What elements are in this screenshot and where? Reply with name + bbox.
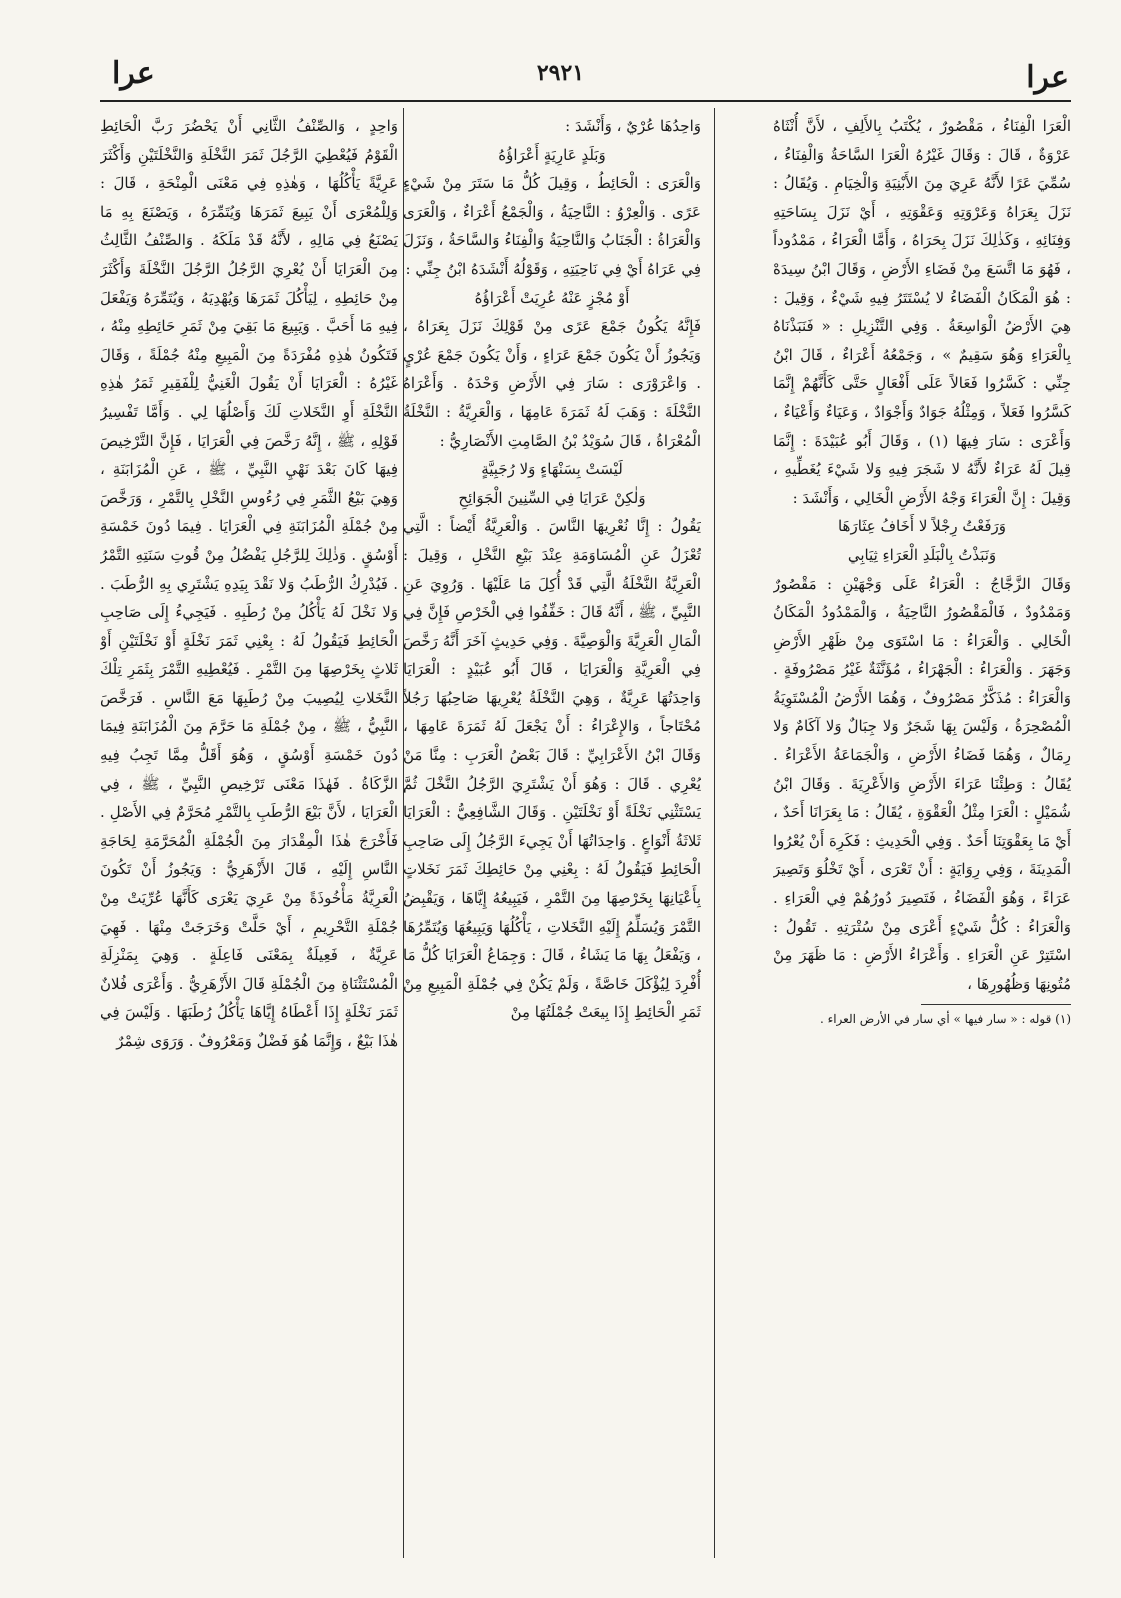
column-text: وَاحِدٍ ، وَالصِّنْفُ الثَّانِي أَنْ يَحْضُرَ رَبَّ الْحَائِطِ الْقَوْمُ فَيُعْطِيَ الرَّجُلَ ثَمَرَ النَّخْلَةِ وَالنَّخْلَتَيْنِ وَأَكْثَرَ عَرِيَّةً يَأْكُلُهَا ، وَهٰذِهِ فِي مَعْنَى الْمِنْحَةِ ، قَالَ : وَلِلْمُعْرَى أَنْ يَبِيعَ ثَمَرَهَا وَيُتَمِّرَهُ ، وَيَصْنَعَ بِهِ مَا يَصْنَعُ فِي مَالِهِ ، لأَنَّهُ قَدْ مَلَكَهُ . وَالصِّنْفُ الثَّالِثُ مِنَ الْعَرَايَا أَنْ يُعْرِيَ الرَّجُلُ الرَّجُلَ النَّخْلَةَ وَأَكْثَرَ مِنْ حَائِطِهِ ، لِيَأْكُلَ ثَمَرَهَا وَيُهْدِيَهُ ، وَيُتَمِّرَهُ وَيَفْعَلَ فِيهِ مَا أَحَبَّ . وَيَبِيعَ مَا بَقِيَ مِنْ ثَمَرِ حَائِطِهِ مِنْهُ ، فَتَكُونُ هٰذِهِ مُفْرَدَةً مِنَ الْمَبِيعِ مِنْهُ جُمْلَةً ، وَقَالَ غَيْرُهُ : الْعَرَايَا أَنْ يَقُولَ الْغَنِيُّ لِلْفَقِيرِ ثَمَرُ هٰذِهِ النَّخْلَةِ أَوِ النَّخَلاتِ لَكَ وَأَصْلُهَا لِي . وَأَمَّا تَفْسِيرُ قَوْلِهِ ، ﷺ ، إِنَّهُ رَخَّصَ فِي الْعَرَايَا ، فَإِنَّ التَّرْخِيصَ فِيهَا كَانَ بَعْدَ نَهْيِ النَّبِيِّ ، ﷺ ، عَنِ الْمُزَابَنَةِ ، وَهِيَ بَيْعُ الثَّمَرِ فِي رُءُوسِ النَّخْلِ بِالتَّمْرِ ، وَرَخَّصَ مِنْ جُمْلَةِ الْمُزَابَنَةِ فِي الْعَرَايَا . فِيمَا دُونَ خَمْسَةِ أَوْسُقٍ . وَذٰلِكَ لِلرَّجُلِ يَفْضُلُ مِنْ قُوتِ سَنَتِهِ التَّمْرُ . فَيُدْرِكُ الرُّطَبُ وَلا نَقْدَ بِيَدِهِ يَشْتَرِي بِهِ الرُّطَبَ . وَلا نَخْلَ لَهُ يَأْكُلُ مِنْ رُطَبِهِ . فَيَجِيءُ إِلَى صَاحِبِ الْحَائِطِ فَيَقُولُ لَهُ : بِعْنِي ثَمَرَ نَخْلَةٍ أَوْ نَخْلَتَيْنِ أَوْ ثَلاثٍ بِخَرْصِهَا مِنَ التَّمْرِ . فَيُعْطِيهِ التَّمْرَ بِثَمَرِ تِلْكَ النَّخَلاتِ لِيُصِيبَ مِنْ رُطَبِهَا مَعَ النَّاسِ . فَرَخَّصَ النَّبِيُّ ، ﷺ ، مِنْ جُمْلَةِ مَا حَرَّمَ مِنَ الْمُزَابَنَةِ فِيمَا دُونَ خَمْسَةِ أَوْسُقٍ ، وَهُوَ أَقَلُّ مِمَّا تَجِبُ فِيهِ الزَّكَاةُ . فَهٰذَا مَعْنَى تَرْخِيصِ النَّبِيِّ ، ﷺ ، فِي الْعَرَايَا ، لأَنَّ بَيْعَ الرُّطَبِ بِالتَّمْرِ مُحَرَّمٌ فِي الأَصْلِ . فَأَخْرَجَ هٰذَا الْمِقْدَارَ مِنَ الْجُمْلَةِ الْمُحَرَّمَةِ لِحَاجَةِ النَّاسِ إِلَيْهِ ، قَالَ الأَزْهَرِيُّ : وَيَجُوزُ أَنْ تَكُونَ الْعَرِيَّةُ مَأْخُوذَةً مِنْ عَرِيَ يَعْرَى كَأَنَّهَا عُرِّيَتْ مِنْ جُمْلَةِ التَّحْرِيمِ ، أَيْ حَلَّتْ وَخَرَجَتْ مِنْهَا . فَهِيَ عَرِيَّةٌ ، فَعِيلَةٌ بِمَعْنَى فَاعِلَةٍ . وَهِيَ بِمَنْزِلَةِ الْمُسْتَثْنَاةِ مِنَ الْجُمْلَةِ قَالَ الأَزْهَرِيُّ . وَأَعْرَى فُلانٌ ثَمَرَ نَخْلَةٍ إِذَا أَعْطَاهُ إِيَّاهَا يَأْكُلُ رُطَبَهَا . وَلَيْسَ فِي هٰذَا بَيْعٌ ، وَإِنَّمَا هُوَ فَضْلٌ وَمَعْرُوفٌ . وَرَوَى شِمْرٌ: [100, 117, 398, 1050]
footnote-rule: [921, 1004, 1071, 1005]
verse-line: أَوْ مُجْزٍ عَنْهُ عُرِيَتْ أَعْرَاؤُهُ: [474, 288, 630, 307]
page-number: ٢٩٢١: [536, 60, 585, 86]
column-right: [773, 112, 1071, 1552]
verse-line: وَلٰكِنْ عَرَايَا فِي السِّنِينَ الْجَوَائِحِ: [458, 488, 646, 507]
verse-line: وَنَبَذْتُ بِالْبَلَدِ الْعَرَاءِ ثِيَابِي: [847, 545, 997, 564]
header-rule: [100, 100, 1071, 102]
column-separator: [714, 108, 715, 1558]
column-middle: [403, 112, 701, 1564]
column-text: وَالْعَرَى : الْحَائِطُ ، وَقِيلَ كُلُّ مَا سَتَرَ مِنْ شَيْءٍ عَرًى . وَالْعِرْوُ : النَّاحِيَةُ ، وَالْجَمْعُ أَعْرَاءٌ ، وَالْعَرَى وَالْعَرَاةُ : الْجَنَابُ وَالنَّاحِيَةُ وَالْفِنَاءُ وَالسَّاحَةُ ، وَنَزَلَ فِي عَرَاهُ أَيْ فِي نَاحِيَتِهِ ، وَقَوْلُهُ أَنْشَدَهُ ابْنُ جِنِّي :: [403, 174, 701, 278]
column-left: [100, 112, 398, 1564]
verse-line: لَيْسَتْ بِسَنْهَاءٍ وَلا رُجَبِيَّةٍ: [481, 460, 623, 479]
column-text: يَقُولُ : إِنَّا نُعْرِيهَا النَّاسَ . وَالْعَرِيَّةُ أَيْضاً : الَّتِي تُعْزَلُ عَنِ الْمُسَاوَمَةِ عِنْدَ بَيْعِ النَّخْلِ ، وَقِيلَ : الْعَرِيَّةُ النَّخْلَةُ الَّتِي قَدْ أُكِلَ مَا عَلَيْهَا . وَرُوِيَ عَنِ النَّبِيِّ ، ﷺ ، أَنَّهُ قَالَ : خَفِّفُوا فِي الْخَرْصِ فَإِنَّ فِي الْمَالِ الْعَرِيَّةَ وَالْوَصِيَّةَ . وَفِي حَدِيثٍ آخَرَ أَنَّهُ رَخَّصَ فِي الْعَرِيَّةِ وَالْعَرَايَا ، قَالَ أَبُو عُبَيْدٍ : الْعَرَايَا وَاحِدَتُهَا عَرِيَّةٌ ، وَهِيَ النَّخْلَةُ يُعْرِيهَا صَاحِبُهَا رَجُلاً مُحْتَاجاً ، وَالإِعْرَاءُ : أَنْ يَجْعَلَ لَهُ ثَمَرَةَ عَامِهَا ، وَقَالَ ابْنُ الأَعْرَابِيِّ : قَالَ بَعْضُ الْعَرَبِ : مِنَّا مَنْ يُعْرِي . قَالَ : وَهُوَ أَنْ يَشْتَرِيَ الرَّجُلُ النَّخْلَ ثُمَّ يَسْتَثْنِي نَخْلَةً أَوْ نَخْلَتَيْنِ . وَقَالَ الشَّافِعِيُّ : الْعَرَايَا ثَلاثَةُ أَنْوَاعٍ . وَاحِدَاتُهَا أَنْ يَجِيءَ الرَّجُلُ إِلَى صَاحِبِ الْحَائِطِ فَيَقُولُ لَهُ : بِعْنِي مِنْ حَائِطِكَ ثَمَرَ نَخَلاتٍ بِأَعْيَانِهَا بِخَرْصِهَا مِنَ التَّمْرِ ، فَيَبِيعُهُ إِيَّاهَا ، وَيَقْبِضُ التَّمْرَ وَيُسَلِّمُ إِلَيْهِ النَّخَلاتِ ، يَأْكُلُهَا وَيَبِيعُهَا وَيُتَمِّرُهَا ، وَيَفْعَلُ بِهَا مَا يَشَاءُ ، قَالَ : وَجِمَاعُ الْعَرَايَا كُلُّ مَا أُفْرِدَ لِيُؤْكَلَ خَاصَّةً ، وَلَمْ يَكُنْ فِي جُمْلَةِ الْمَبِيعِ مِنْ ثَمَرِ الْحَائِطِ إِذَا بِيعَتْ جُمْلَتُهَا مِنْ: [403, 517, 701, 1022]
verse-line: وَبَلَدٍ عَارِيَةٍ أَعْرَاؤُهُ: [498, 145, 606, 164]
column-text: وَاحِدُهَا عُرْيٌ ، وَأَنْشَدَ :: [565, 117, 701, 135]
header-right-word: عرا: [1026, 60, 1069, 95]
footnote: (١) قوله : « سار فيها » أي سار في الأرض العراء .: [819, 1012, 1071, 1027]
column-text: وَقَالَ الزَّجَّاجُ : الْعَرَاءُ عَلَى وَجْهَيْنِ : مَقْصُورٌ وَمَمْدُودٌ ، فَالْمَقْصُورُ النَّاحِيَةُ ، وَالْمَمْدُودُ الْمَكَانُ الْخَالِي . وَالْعَرَاءُ : مَا اسْتَوَى مِنْ ظَهْرِ الأَرْضِ وَجَهَرَ . وَالْعَرَاءُ : الْجَهْرَاءُ ، مُؤَنَّثَةٌ غَيْرُ مَصْرُوفَةٍ . وَالْعَرَاءُ : مُذَكَّرٌ مَصْرُوفٌ ، وَهُمَا الأَرْضُ الْمُسْتَوِيَةُ الْمُصْحِرَةُ ، وَلَيْسَ بِهَا شَجَرٌ وَلا جِبَالٌ وَلا آكَامٌ وَلا رِمَالٌ ، وَهُمَا فَضَاءُ الأَرْضِ ، وَالْجَمَاعَةُ الأَعْرَاءُ . يُقَالُ : وَطِئْنَا عَرَاءَ الأَرْضِ وَالأَعْرِيَةَ . وَقَالَ ابْنُ شُمَيْلٍ : الْعَرَا مِثْلُ الْعَقْوَةِ ، يُقَالُ : مَا بِعَرَانَا أَحَدٌ ، أَيْ مَا بِعَقْوَتِنَا أَحَدٌ . وَفِي الْحَدِيثِ : فَكَرِهَ أَنْ يُعْرُوا الْمَدِينَةَ ، وَفِي رِوَايَةٍ : أَنْ تَعْرَى ، أَيْ تَخْلُوَ وَتَصِيرَ عَرَاءً ، وَهُوَ الْفَضَاءُ ، فَتَصِيرَ دُورُهُمْ فِي الْعَرَاءِ . وَالْعَرَاءُ : كُلُّ شَيْءٍ أَعْرَى مِنْ سُتْرَتِهِ . تَقُولُ : اسْتَتِرْ عَنِ الْعَرَاءِ . وَأَعْرَاءُ الأَرْضِ : مَا ظَهَرَ مِنْ مُتُونِهَا وَظُهُورِهَا ،: [773, 574, 1071, 993]
column-text: فَإِنَّهُ يَكُونُ جَمْعَ عَرًى مِنْ قَوْلِكَ نَزَلَ بِعَرَاهُ ، وَيَجُوزُ أَنْ يَكُونَ جَمْعَ عَرَاءٍ ، وَأَنْ يَكُونَ جَمْعَ عُرْيٍ . وَاعْرَوْرَى : سَارَ فِي الأَرْضِ وَحْدَهُ . وَأَعْرَاهُ النَّخْلَةَ : وَهَبَ لَهُ ثَمَرَةَ عَامِهَا ، وَالْعَرِيَّةُ : النَّخْلَةُ الْمُعْرَاةُ ، قَالَ سُوَيْدُ بْنُ الصَّامِتِ الأَنْصَارِيُّ :: [403, 317, 701, 450]
verse-line: وَرَفَعْتُ رِجْلاً لا أَخَافُ عِثَارَهَا: [837, 517, 1007, 536]
column-text: الْعَرَا الْفِنَاءُ ، مَقْصُورٌ ، يُكْتَبُ بِالأَلِفِ ، لأَنَّ أُنْثَاهُ عَرْوَةٌ ، قَالَ : وَقَالَ غَيْرُهُ الْعَرَا السَّاحَةُ وَالْفِنَاءُ ، سُمِّيَ عَرًا لأَنَّهُ عَرِيَ مِنَ الأَبْنِيَةِ وَالْخِيَامِ . وَيُقَالُ : نَزَلَ بِعَرَاهُ وَعَرْوَتِهِ وَعَقْوَتِهِ ، أَيْ نَزَلَ بِسَاحَتِهِ وَفِنَائِهِ ، وَكَذٰلِكَ نَزَلَ بِحَرَاهُ ، وَأَمَّا الْعَرَاءُ ، مَمْدُوداً ، فَهُوَ مَا اتَّسَعَ مِنْ فَضَاءِ الأَرْضِ ، وَقَالَ ابْنُ سِيدَهْ : هُوَ الْمَكَانُ الْفَضَاءُ لا يُسْتَتَرُ فِيهِ شَيْءٌ ، وَقِيلَ : هِيَ الأَرْضُ الْوَاسِعَةُ . وَفِي التَّنْزِيلِ : « فَنَبَذْنَاهُ بِالْعَرَاءِ وَهُوَ سَقِيمٌ » ، وَجَمْعُهُ أَعْرَاءٌ ، قَالَ ابْنُ جِنِّي : كَسَّرُوا فَعَالاً عَلَى أَفْعَالٍ حَتَّى كَأَنَّهُمْ إِنَّمَا كَسَّرُوا فَعَلاً ، وَمِثْلُهُ جَوَادٌ وَأَجْوَادٌ ، وَعَيَاءٌ وَأَعْيَاءٌ ، وَأَعْرَى : سَارَ فِيهَا (١) ، وَقَالَ أَبُو عُبَيْدَةَ : إِنَّمَا قِيلَ لَهُ عَرَاءٌ لأَنَّهُ لا شَجَرَ فِيهِ وَلا شَيْءَ يُغَطِّيهِ ، وَقِيلَ : إِنَّ الْعَرَاءَ وَجْهُ الأَرْضِ الْخَالِي ، وَأَنْشَدَ :: [773, 117, 1071, 507]
header-left-word: عرا: [112, 56, 155, 91]
